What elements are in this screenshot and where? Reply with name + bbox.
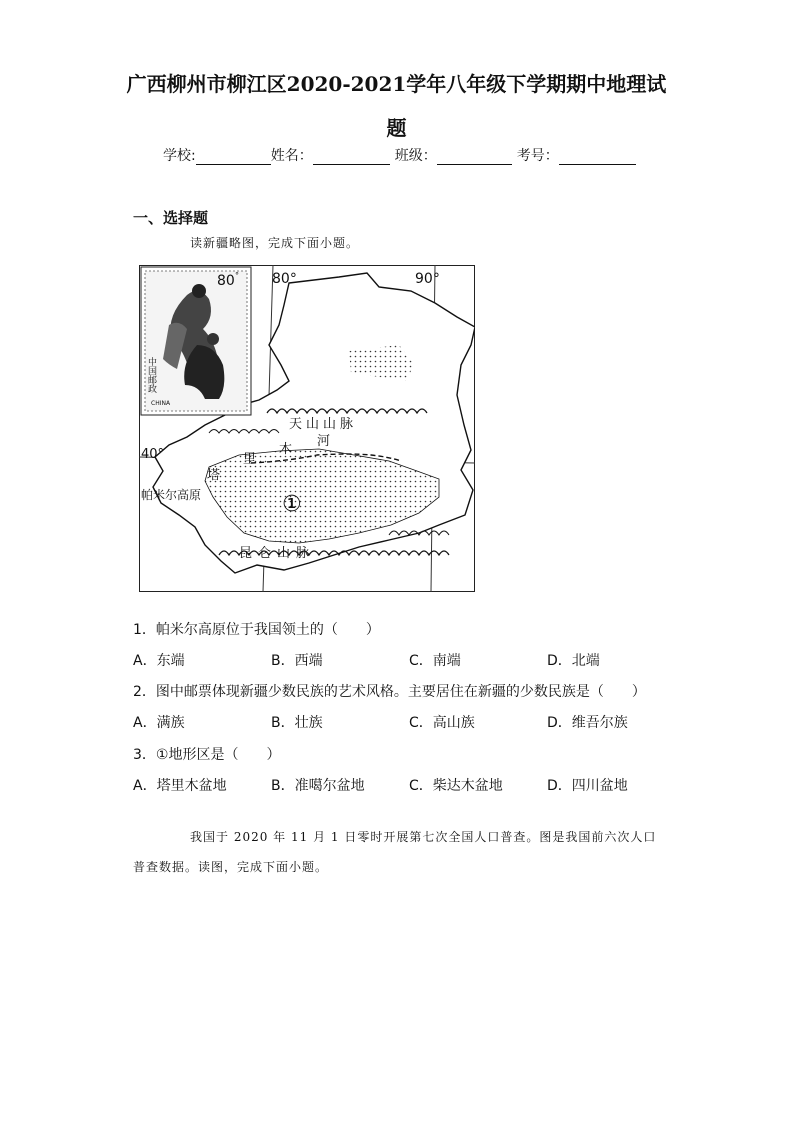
- q3-option-d[interactable]: D．四川盆地: [547, 778, 628, 794]
- class-label: 班级：: [394, 148, 437, 164]
- stamp-country: 中国邮政: [146, 357, 156, 393]
- q2-option-d[interactable]: D．维吾尔族: [547, 715, 628, 731]
- exam-title-line2: 题: [386, 116, 407, 140]
- label-river-2: 里: [243, 452, 257, 467]
- q3-option-c[interactable]: C．柴达木盆地: [409, 778, 503, 794]
- xinjiang-map: [139, 265, 475, 592]
- label-kunlun: 昆仑山脉: [239, 546, 316, 561]
- q1-option-d[interactable]: D．北端: [547, 653, 600, 669]
- number-label: 考号：: [516, 148, 559, 164]
- school-label: 学校:: [163, 148, 196, 164]
- q1-option-a[interactable]: A．东端: [133, 653, 185, 669]
- label-tianshan: 天山山脉: [289, 417, 358, 432]
- q3-option-b[interactable]: B．准噶尔盆地: [271, 778, 365, 794]
- q2-option-a[interactable]: A．满族: [133, 715, 185, 731]
- q2-option-b[interactable]: B．壮族: [271, 715, 323, 731]
- class-blank[interactable]: [437, 150, 512, 165]
- section-heading: 一、选择题: [133, 209, 209, 227]
- q3-option-a[interactable]: A．塔里木盆地: [133, 778, 227, 794]
- question-2-stem: 2．图中邮票体现新疆少数民族的艺术风格。主要居住在新疆的少数民族是（ ）: [133, 684, 646, 700]
- label-lon90: 90°: [415, 271, 440, 287]
- passage-line1: 我国于 2020 年 11 月 1 日零时开展第七次全国人口普查。图是我国前六次人口: [190, 830, 657, 844]
- student-info-row: [163, 145, 636, 165]
- stamp-value: 80: [217, 273, 235, 289]
- q1-option-b[interactable]: B．西端: [271, 653, 323, 669]
- stamp-image: [141, 267, 251, 415]
- label-river-4: 河: [317, 434, 331, 449]
- label-marker-1: ①: [282, 492, 302, 517]
- question-3-stem: 3．①地形区是（ ）: [133, 747, 281, 763]
- stamp-china: CHINA: [151, 400, 171, 407]
- name-label: 姓名：: [270, 148, 313, 164]
- question-intro: 读新疆略图，完成下面小题。: [190, 236, 360, 250]
- q2-option-c[interactable]: C．高山族: [409, 715, 475, 731]
- label-river-3: 木: [279, 442, 293, 457]
- passage-line2: 普查数据。读图，完成下面小题。: [133, 860, 329, 874]
- label-river-1: 塔: [207, 468, 221, 483]
- label-lon80: 80°: [272, 271, 297, 287]
- exam-title-line1: 广西柳州市柳江区2020-2021学年八年级下学期期中地理试: [126, 72, 667, 96]
- q1-option-c[interactable]: C．南端: [409, 653, 461, 669]
- number-blank[interactable]: [559, 150, 636, 165]
- label-pamir: 帕米尔高原: [141, 488, 202, 502]
- svg-text:°: °: [235, 271, 239, 280]
- school-blank[interactable]: [196, 150, 271, 165]
- name-blank[interactable]: [313, 150, 390, 165]
- label-lat40: 40°: [141, 447, 165, 462]
- question-1-stem: 1．帕米尔高原位于我国领土的（ ）: [133, 622, 380, 638]
